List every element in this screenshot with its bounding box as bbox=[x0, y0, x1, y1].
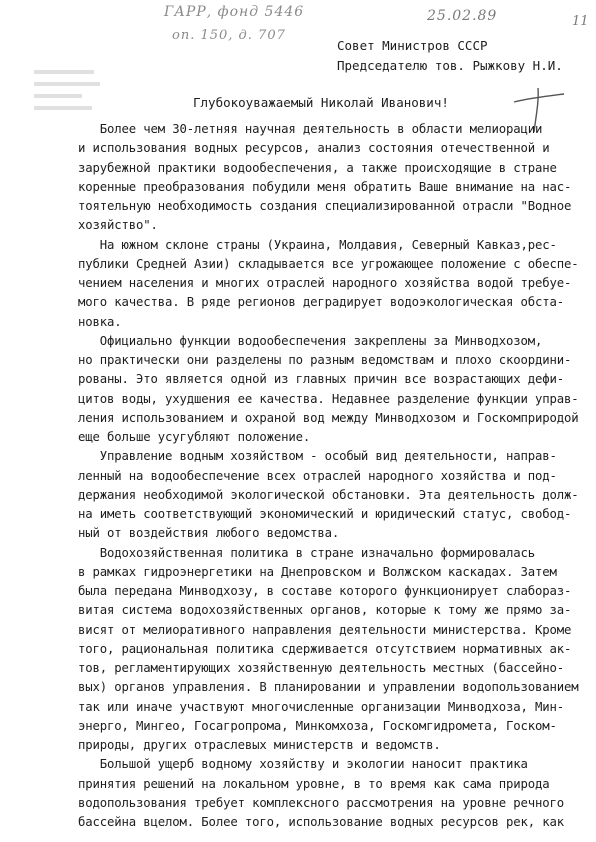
body-line: но практически они разделены по разным ведомствам и плохо скоордини- bbox=[78, 353, 572, 367]
body-line: энерго, Мингео, Госагропрома, Минкомхоза, Госкомгидромета, Госком- bbox=[78, 718, 557, 733]
body-line: и использования водных ресурсов, анализ состояния отечественной и bbox=[78, 141, 550, 156]
body-line: Большой ущерб водному хозяйству и экологии наносит практика bbox=[78, 757, 528, 772]
body-line: висят от мелиоративного направления деятельности министерства. Кроме bbox=[78, 622, 572, 637]
body-line: рованы. Это является одной из главных причин все возрастающих дефи- bbox=[78, 372, 564, 387]
body-line: на иметь соответствующий экономический и юридический статус, свобод- bbox=[78, 507, 572, 521]
body-line: была передана Минводхозу, в составе которого функционирует слаборaз- bbox=[78, 584, 572, 598]
handwritten-page-number: 11 bbox=[572, 14, 589, 29]
body-line: Управление водным хозяйством - особый вид деятельности, направ- bbox=[78, 449, 557, 464]
body-line: держания необходимой экологической обстановки. Эта деятельность долж- bbox=[78, 487, 579, 502]
addressee-organization: Совет Министров СССР bbox=[337, 38, 488, 53]
body-line: водопользования требует комплексного рассмотрения на уровне речного bbox=[78, 795, 564, 810]
body-line: принятия решений на локальном уровне, в то время как сама природа bbox=[78, 776, 550, 791]
body-line: мого качества. В ряде регионов деградирует водоэкологическая обста- bbox=[78, 295, 564, 310]
addressee-recipient: Председателю тов. Рыжкову Н.И. bbox=[337, 58, 563, 73]
faded-stamp bbox=[34, 70, 100, 126]
body-line: новка. bbox=[78, 314, 122, 329]
body-line: в рамках гидроэнергетики на Днепровском и Волжском каскадах. Затем bbox=[78, 564, 557, 579]
addressee-block bbox=[337, 36, 563, 76]
handwritten-archive-fund: ГАРР, фонд 5446 bbox=[164, 4, 305, 20]
body-line: того, рациональная политика сдерживается отсутствием нормативных ак- bbox=[78, 641, 572, 656]
salutation: Глубокоуважаемый Николай Иванович! bbox=[193, 95, 449, 110]
body-line: витая система водохозяйственных органов, которые к тому же прямо за- bbox=[78, 603, 572, 618]
handwritten-archive-file: оп. 150, д. 707 bbox=[172, 28, 286, 43]
body-line: ленный на водообеспечение всех отраслей народного хозяйства и под- bbox=[78, 468, 557, 483]
body-line: коренные преобразования побудили меня обратить Ваше внимание на нас- bbox=[78, 179, 572, 194]
body-line: цитов воды, ухудшения ее качества. Недавнее разделение функции управ- bbox=[78, 391, 579, 406]
body-line: На южном склоне страны (Украина, Молдавия, Северный Кавказ,рес- bbox=[78, 237, 557, 252]
handwritten-date: 25.02.89 bbox=[427, 8, 498, 24]
body-line: Более чем 30-летняя научная деятельность в области мелиорации bbox=[78, 122, 543, 136]
body-line: природы, других отраслевых министерств и ведомств. bbox=[78, 738, 441, 752]
body-line: бассейна вцелом. Более того, использование водных ресурсов рек, как bbox=[78, 815, 564, 829]
body-line: тов, регламентирующих хозяйственную деятельность местных (бассейно- bbox=[78, 661, 564, 675]
body-line: еще больше усугубляют положение. bbox=[78, 430, 311, 444]
body-line: ления использованием и охраной вод между Минводхозом и Госкомприродой bbox=[78, 410, 579, 425]
body-line: зарубежной практики водообеспечения, а также происходящие в стране bbox=[78, 160, 557, 175]
body-line: вых) органов управления. В планировании и управлении водопользованием bbox=[78, 680, 579, 695]
body-line: так или иначе участвуют многочисленные организации Минводхоза, Мин- bbox=[78, 699, 564, 714]
body-line: тоятельную необходимость создания специализированной отрасли "Водное bbox=[78, 199, 572, 213]
body-line: ный от воздействия любого ведомства. bbox=[78, 526, 340, 541]
body-line: хозяйство". bbox=[78, 218, 158, 233]
body-line: публики Средней Азии) складывается все угрожающее положение с обеспе- bbox=[78, 256, 579, 271]
body-line: Водохозяйственная политика в стране изначально формировалась bbox=[78, 545, 535, 560]
body-line: Официально функции водообеспечения закреплены за Минводхозом, bbox=[78, 333, 543, 348]
body-line: чением населения и многих отраслей народного хозяйства водой требуе- bbox=[78, 276, 572, 290]
